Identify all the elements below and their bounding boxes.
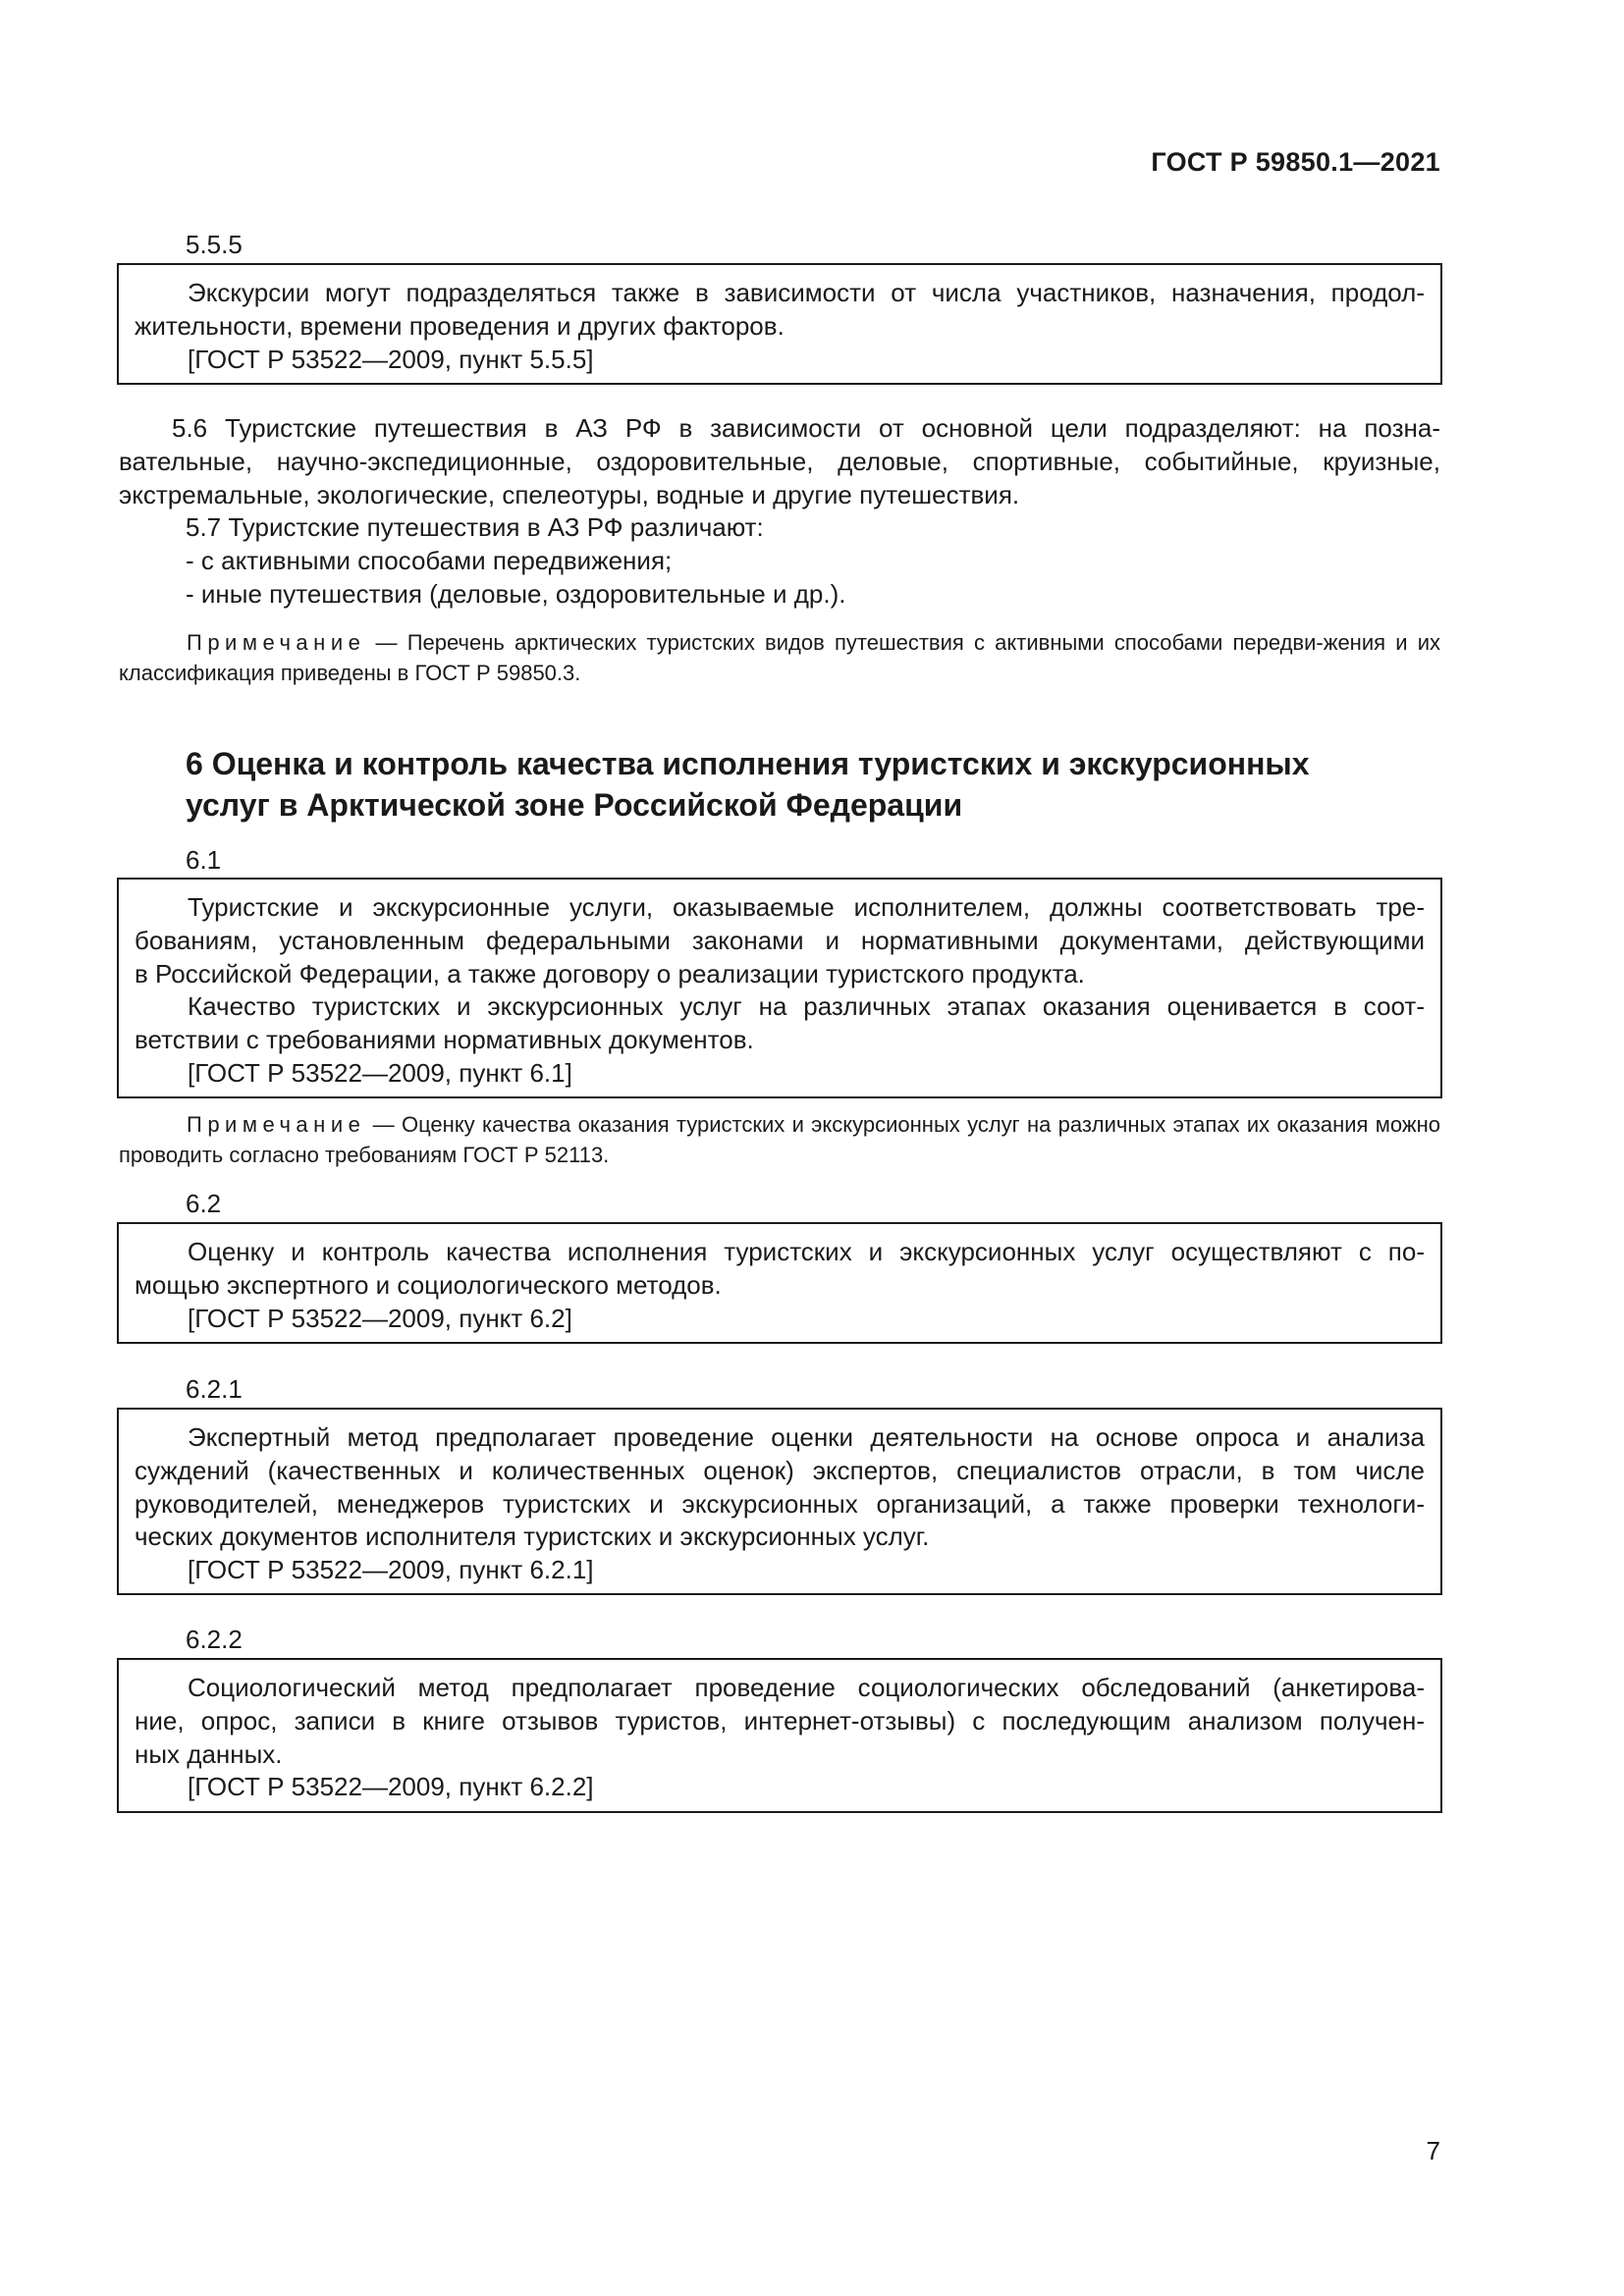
quote-line: Экспертный метод предполагает проведение оценки деятельности на основе опроса и анализа — [188, 1422, 1425, 1452]
note-1 — [119, 627, 1440, 688]
quote-line: ческих документов исполнителя туристских и экскурсионных услуг. — [135, 1522, 930, 1552]
quote-line: ных данных. — [135, 1738, 283, 1769]
note-text: — Перечень арктических туристских видов путешествия с активными способами передви-жения и их классификация приведены в ГОСТ Р 59850.3. — [119, 630, 1440, 685]
quote-line: Социологический метод предполагает проведение социологических обследований (анкетирова- — [188, 1673, 1425, 1702]
document-id-header: ГОСТ Р 59850.1—2021 — [1151, 147, 1440, 177]
quote-line: мощью экспертного и социологического методов. — [135, 1269, 722, 1300]
body-line: экстремальные, экологические, спелеотуры, водные и другие путешествия. — [119, 479, 1020, 509]
quote-box-5-5-5 — [117, 263, 1442, 385]
section-heading-line: 6 Оценка и контроль качества исполнения туристских и экскурсионных — [186, 746, 1310, 781]
clause-number-6-1: 6.1 — [186, 845, 222, 875]
section-6-heading — [186, 743, 1403, 826]
clause-number-6-2: 6.2 — [186, 1189, 222, 1218]
quote-line: суждений (качественных и количественных оценок) экспертов, специалистов отрасли, в том числе — [135, 1455, 1425, 1485]
body-line: 5.6 Туристские путешествия в АЗ РФ в зависимости от основной цели подразделяют: на позна- — [172, 413, 1440, 443]
note-label: Примечание — [187, 1112, 366, 1137]
quote-line: в Российской Федерации, а также договору о реализации туристского продукта. — [135, 958, 1085, 988]
quote-reference: [ГОСТ Р 53522—2009, пункт 6.1] — [188, 1057, 572, 1088]
quote-reference: [ГОСТ Р 53522—2009, пункт 6.2.1] — [188, 1555, 594, 1585]
body-line: 5.7 Туристские путешествия в АЗ РФ различают: — [186, 512, 764, 543]
quote-reference: [ГОСТ Р 53522—2009, пункт 6.2] — [188, 1303, 572, 1333]
list-item: - с активными способами передвижения; — [186, 546, 673, 576]
quote-line: Туристские и экскурсионные услуги, оказываемые исполнителем, должны соответствовать тре- — [188, 892, 1425, 922]
list-item: - иные путешествия (деловые, оздоровительные и др.). — [186, 578, 846, 609]
quote-box-6-1 — [117, 878, 1442, 1098]
quote-box-6-2-1 — [117, 1408, 1442, 1595]
quote-line: ние, опрос, записи в книге отзывов туристов, интернет-отзывы) с последующим анализом получен- — [135, 1705, 1425, 1735]
clause-number-5-5-5: 5.5.5 — [186, 230, 243, 259]
body-line: вательные, научно-экспедиционные, оздоровительные, деловые, спортивные, событийные, круизные, — [119, 446, 1440, 476]
quote-box-6-2-2 — [117, 1658, 1442, 1813]
quote-reference: [ГОСТ Р 53522—2009, пункт 6.2.2] — [188, 1772, 594, 1802]
body-text-5-6-5-7 — [119, 412, 1440, 612]
note-2 — [119, 1109, 1440, 1170]
quote-box-6-2 — [117, 1222, 1442, 1344]
quote-reference: [ГОСТ Р 53522—2009, пункт 5.5.5] — [188, 344, 594, 374]
quote-line: ветствии с требованиями нормативных документов. — [135, 1025, 754, 1055]
note-label: Примечание — [187, 630, 366, 655]
note-text: — Оценку качества оказания туристских и экскурсионных услуг на различных этапах их оказания можно проводить согласно требованиям ГОСТ Р 52113. — [119, 1112, 1440, 1167]
quote-line: Оценку и контроль качества исполнения туристских и экскурсионных услуг осуществляют с по- — [188, 1237, 1425, 1266]
clause-number-6-2-1: 6.2.1 — [186, 1374, 243, 1404]
page-number: 7 — [1426, 2136, 1440, 2165]
quote-line: Экскурсии могут подразделяться также в зависимости от числа участников, назначения, продол- — [188, 278, 1425, 307]
quote-line: Качество туристских и экскурсионных услуг на различных этапах оказания оценивается в соот- — [188, 991, 1425, 1022]
quote-line: бованиям, установленным федеральными законами и нормативными документами, действующими — [135, 925, 1425, 955]
quote-line: руководителей, менеджеров туристских и экскурсионных организаций, а также проверки технологи- — [135, 1488, 1425, 1519]
section-heading-line: услуг в Арктической зоне Российской Федерации — [186, 787, 963, 823]
quote-line: жительности, времени проведения и других факторов. — [135, 310, 785, 341]
clause-number-6-2-2: 6.2.2 — [186, 1625, 243, 1654]
